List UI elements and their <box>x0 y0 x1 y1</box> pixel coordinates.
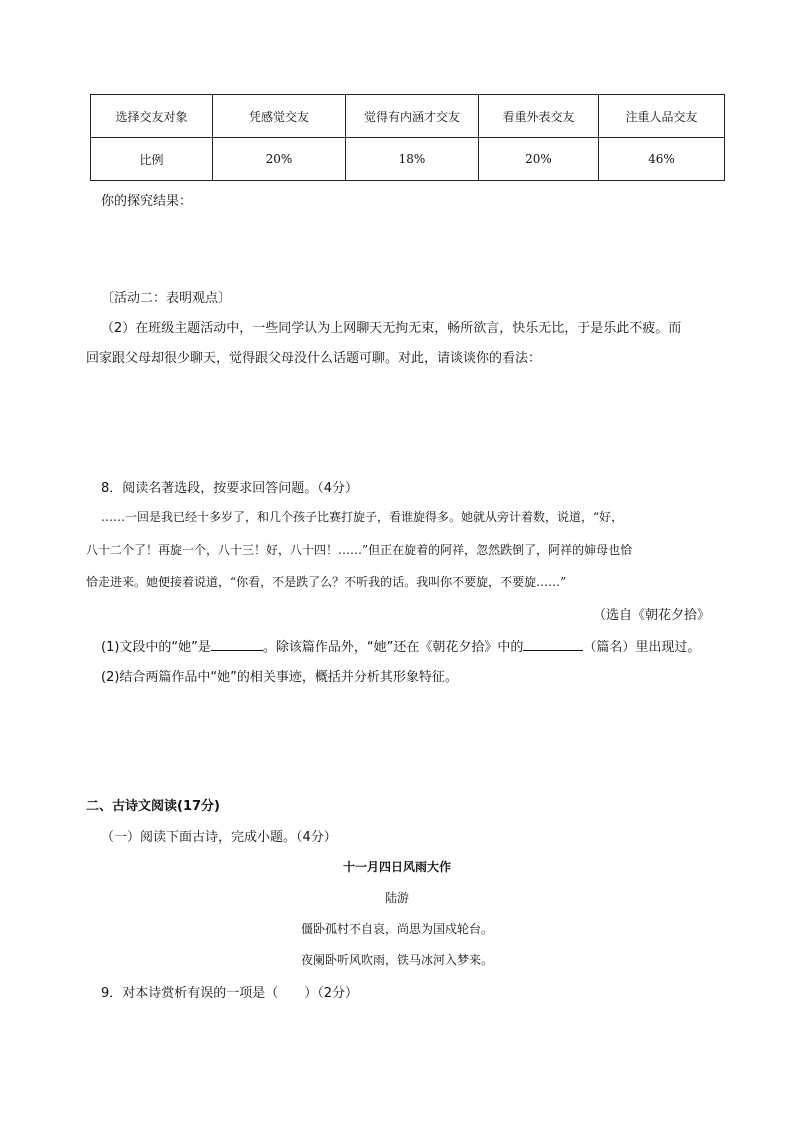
poem-line: 僵卧孤村不自哀，尚思为国戍轮台。 <box>300 922 493 936</box>
table-header-cell: 凭感觉交友 <box>213 95 346 138</box>
table-header-cell: 觉得有内涵才交友 <box>346 95 479 138</box>
table-cell: 46% <box>599 138 725 181</box>
excerpt-source: （选自《朝花夕拾》 <box>593 608 711 623</box>
table-header-cell: 看重外表交友 <box>479 95 599 138</box>
q9-title: 9．对本诗赏析有误的一项是（ ）（2分） <box>101 986 359 1001</box>
q8-sub1-text: (1)文段中的“她”是 <box>101 640 211 655</box>
survey-table <box>90 94 725 181</box>
table-cell: 20% <box>479 138 599 181</box>
poem-instruction: （一）阅读下面古诗，完成小题。（4分） <box>101 830 337 845</box>
excerpt-line: 八十二个了！再旋一个，八十三！好，八十四！……”但正在旋着的阿祥，忽然跌倒了，阿祥的婶母也恰 <box>86 543 633 557</box>
table-header-cell: 选择交友对象 <box>91 95 213 138</box>
q8-sub2: (2)结合两篇作品中“她”的相关事迹，概括并分析其形象特征。 <box>101 670 458 685</box>
poem-author: 陆游 <box>384 891 409 905</box>
table-header-cell: 注重人品交友 <box>599 95 725 138</box>
table-row <box>91 138 725 181</box>
q8-sub1-text: （篇名）里出现过。 <box>583 640 701 655</box>
q8-sub1-text: 。除该篇作品外，“她”还在《朝花夕拾》中的 <box>262 640 524 655</box>
table-header-row <box>91 95 725 138</box>
q8-sub1 <box>101 636 700 655</box>
answer-blank-1[interactable] <box>211 638 263 651</box>
poem-line: 夜阑卧听风吹雨，铁马冰河入梦来。 <box>300 953 493 967</box>
excerpt-line: ……一回是我已经十多岁了，和几个孩子比赛打旋子，看谁旋得多。她就从旁计着数，说道，“好， <box>101 510 624 524</box>
result-prompt: 你的探究结果： <box>101 194 193 209</box>
section2-title: 二、古诗文阅读(17分) <box>86 799 220 814</box>
q2-text-line1: （2）在班级主题活动中，一些同学认为上网聊天无拘无束，畅所欲言，快乐无比，于是乐此不疲。而 <box>101 321 682 336</box>
q8-title: 8．阅读名著选段，按要求回答问题。（4分） <box>101 481 359 496</box>
q2-text-line2: 回家跟父母却很少聊天，觉得跟父母没什么话题可聊。对此，请谈谈你的看法： <box>86 351 542 366</box>
table-cell: 20% <box>213 138 346 181</box>
table-cell: 18% <box>346 138 479 181</box>
answer-blank-2[interactable] <box>523 638 583 651</box>
excerpt-line: 恰走进来。她便接着说道，“你看，不是跌了么？不听我的话。我叫你不要旋，不要旋……” <box>86 575 567 589</box>
poem-title: 十一月四日风雨大作 <box>342 860 451 874</box>
activity2-title: 〔活动二：表明观点〕 <box>101 291 232 306</box>
table-cell: 比例 <box>91 138 213 181</box>
